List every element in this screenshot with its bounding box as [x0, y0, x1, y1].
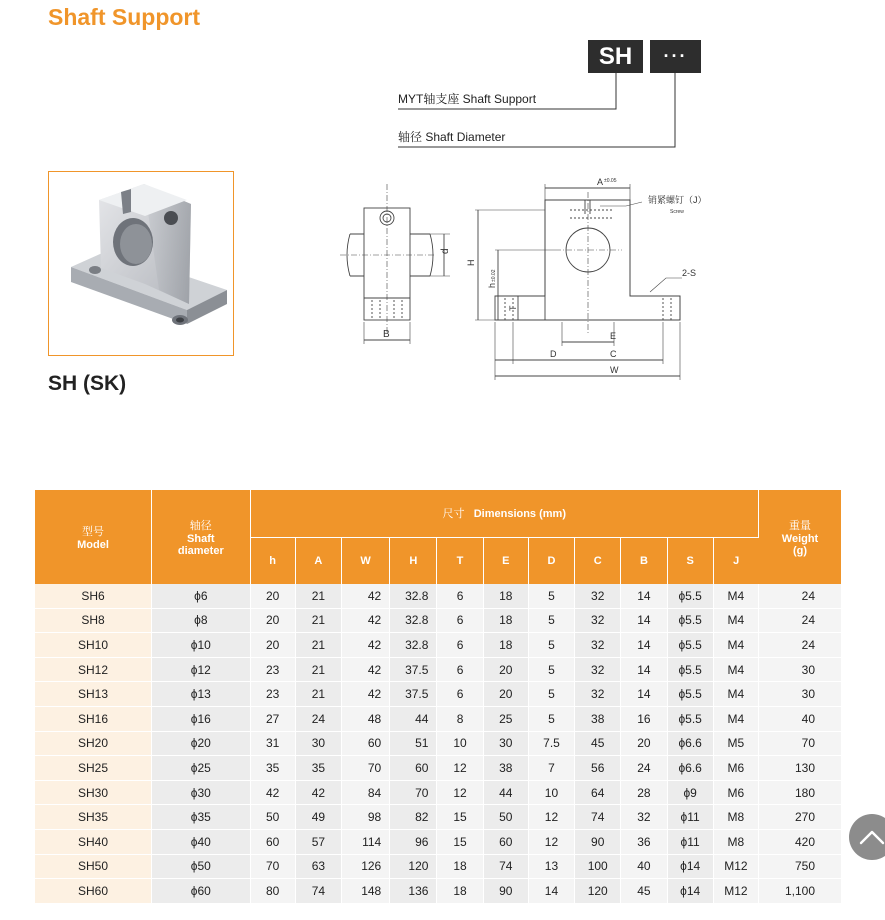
- code-prefix-box: SH: [588, 40, 643, 73]
- cell-dimension: 60: [341, 731, 389, 756]
- cell-dimension: M8: [713, 805, 758, 830]
- cell-dimension: 70: [390, 780, 437, 805]
- cell-dimension: 60: [483, 829, 528, 854]
- cell-dimension: M12: [713, 879, 758, 904]
- cell-weight: 1,100: [759, 879, 842, 904]
- table-row: [35, 682, 841, 707]
- cell-dimension: 21: [295, 682, 341, 707]
- dim-label-W: W: [610, 365, 619, 375]
- cell-dimension: 100: [575, 854, 621, 879]
- cell-dimension: ϕ5.5: [667, 608, 713, 633]
- cell-dimension: 30: [483, 731, 528, 756]
- cell-dimension: 5: [528, 633, 574, 658]
- cell-dimension: 38: [575, 706, 621, 731]
- dim-label-D: D: [550, 349, 557, 359]
- cell-dimension: 45: [575, 731, 621, 756]
- cell-dimension: 20: [483, 682, 528, 707]
- cell-dimension: 60: [390, 756, 437, 781]
- cell-shaft: ϕ12: [152, 657, 250, 682]
- cell-dimension: 20: [621, 731, 667, 756]
- dim-label-d: d: [440, 248, 451, 254]
- cell-dimension: 35: [295, 756, 341, 781]
- chevron-up-icon: [859, 829, 885, 845]
- col-header-dim: T: [437, 537, 483, 584]
- cell-dimension: 42: [341, 682, 389, 707]
- col-header-dim: E: [483, 537, 528, 584]
- cell-dimension: 44: [390, 706, 437, 731]
- cell-dimension: 120: [390, 854, 437, 879]
- cell-dimension: 35: [250, 756, 295, 781]
- cell-dimension: 18: [437, 879, 483, 904]
- cell-dimension: ϕ9: [667, 780, 713, 805]
- cell-dimension: 57: [295, 829, 341, 854]
- cell-model: SH60: [35, 879, 152, 904]
- dim-label-T: T: [508, 305, 518, 311]
- cell-weight: 180: [759, 780, 842, 805]
- cell-dimension: M8: [713, 829, 758, 854]
- col-header-dim: S: [667, 537, 713, 584]
- table-row: [35, 829, 841, 854]
- cell-model: SH50: [35, 854, 152, 879]
- cell-dimension: 90: [483, 879, 528, 904]
- cell-dimension: 70: [341, 756, 389, 781]
- cell-dimension: 32: [575, 657, 621, 682]
- cell-dimension: ϕ11: [667, 829, 713, 854]
- cell-dimension: 14: [528, 879, 574, 904]
- cell-dimension: ϕ11: [667, 805, 713, 830]
- cell-model: SH30: [35, 780, 152, 805]
- cell-weight: 24: [759, 584, 842, 608]
- cell-dimension: 10: [437, 731, 483, 756]
- cell-dimension: ϕ14: [667, 854, 713, 879]
- cell-dimension: ϕ5.5: [667, 657, 713, 682]
- cell-dimension: 42: [250, 780, 295, 805]
- cell-dimension: 32: [575, 608, 621, 633]
- cell-dimension: 50: [483, 805, 528, 830]
- cell-dimension: 20: [250, 633, 295, 658]
- cell-dimension: M5: [713, 731, 758, 756]
- table-row: [35, 780, 841, 805]
- dim-label-E: E: [610, 331, 617, 341]
- page-title: Shaft Support: [48, 4, 201, 30]
- cell-dimension: 20: [250, 584, 295, 608]
- col-header-dim: h: [250, 537, 295, 584]
- cell-dimension: M4: [713, 608, 758, 633]
- cell-dimension: 5: [528, 682, 574, 707]
- cell-weight: 30: [759, 657, 842, 682]
- cell-dimension: M4: [713, 584, 758, 608]
- col-header-dim: W: [341, 537, 389, 584]
- cell-dimension: 114: [341, 829, 389, 854]
- cell-shaft: ϕ30: [152, 780, 250, 805]
- product-photo: [48, 171, 234, 356]
- model-name: SH (SK): [48, 372, 127, 395]
- cell-dimension: 10: [528, 780, 574, 805]
- dim-label-b: B: [383, 329, 390, 340]
- cell-dimension: 18: [483, 633, 528, 658]
- technical-drawing: [330, 170, 730, 390]
- cell-dimension: 18: [483, 608, 528, 633]
- table-row: [35, 706, 841, 731]
- dim-label-A-tol: ±0.05: [604, 178, 617, 184]
- cell-model: SH10: [35, 633, 152, 658]
- cell-dimension: 63: [295, 854, 341, 879]
- cell-dimension: 120: [575, 879, 621, 904]
- cell-dimension: ϕ5.5: [667, 706, 713, 731]
- cell-dimension: 20: [250, 608, 295, 633]
- cell-dimension: 32.8: [390, 608, 437, 633]
- dim-label-h-tol: ±0.02: [491, 269, 497, 282]
- front-view: [475, 184, 682, 380]
- dim-label-C: C: [610, 349, 617, 359]
- cell-dimension: 48: [341, 706, 389, 731]
- cell-dimension: M4: [713, 633, 758, 658]
- screw-label-cn: 销紧螺钉（J）: [648, 195, 707, 205]
- cell-dimension: 18: [483, 584, 528, 608]
- cell-dimension: 74: [483, 854, 528, 879]
- col-header-weight: 重量 Weight (g): [759, 490, 842, 584]
- cell-dimension: 80: [250, 879, 295, 904]
- cell-dimension: 24: [295, 706, 341, 731]
- table-row: [35, 854, 841, 879]
- cell-shaft: ϕ10: [152, 633, 250, 658]
- cell-shaft: ϕ50: [152, 854, 250, 879]
- col-header-dim: D: [528, 537, 574, 584]
- cell-dimension: 32: [575, 633, 621, 658]
- cell-shaft: ϕ6: [152, 584, 250, 608]
- cell-weight: 420: [759, 829, 842, 854]
- col-header-dim: J: [713, 537, 758, 584]
- cell-dimension: 32.8: [390, 633, 437, 658]
- cell-dimension: 7: [528, 756, 574, 781]
- cell-dimension: 50: [250, 805, 295, 830]
- cell-dimension: 14: [621, 608, 667, 633]
- side-view: [340, 184, 450, 344]
- cell-dimension: 70: [250, 854, 295, 879]
- cell-dimension: 45: [621, 879, 667, 904]
- cell-dimension: 14: [621, 682, 667, 707]
- cell-dimension: 32: [575, 682, 621, 707]
- cell-shaft: ϕ13: [152, 682, 250, 707]
- cell-dimension: 74: [295, 879, 341, 904]
- cell-dimension: 6: [437, 633, 483, 658]
- cell-model: SH20: [35, 731, 152, 756]
- cell-dimension: 21: [295, 633, 341, 658]
- cell-shaft: ϕ8: [152, 608, 250, 633]
- cell-dimension: 23: [250, 657, 295, 682]
- cell-dimension: 5: [528, 608, 574, 633]
- cell-dimension: 64: [575, 780, 621, 805]
- cell-model: SH8: [35, 608, 152, 633]
- cell-dimension: 21: [295, 657, 341, 682]
- cell-dimension: 42: [341, 633, 389, 658]
- cell-dimension: 14: [621, 584, 667, 608]
- cell-dimension: 13: [528, 854, 574, 879]
- cell-dimension: ϕ6.6: [667, 731, 713, 756]
- cell-dimension: 82: [390, 805, 437, 830]
- col-header-dim: C: [575, 537, 621, 584]
- cell-model: SH12: [35, 657, 152, 682]
- cell-dimension: 37.5: [390, 657, 437, 682]
- table-row: [35, 756, 841, 781]
- cell-dimension: 5: [528, 706, 574, 731]
- cell-dimension: 24: [621, 756, 667, 781]
- cell-dimension: 21: [295, 584, 341, 608]
- cell-dimension: 5: [528, 584, 574, 608]
- cell-dimension: 60: [250, 829, 295, 854]
- cell-shaft: ϕ35: [152, 805, 250, 830]
- cell-dimension: 8: [437, 706, 483, 731]
- cell-dimension: 37.5: [390, 682, 437, 707]
- cell-model: SH6: [35, 584, 152, 608]
- col-header-model: 型号 Model: [35, 490, 152, 584]
- cell-dimension: 6: [437, 657, 483, 682]
- cell-dimension: M4: [713, 706, 758, 731]
- screw-label-en: Screw: [670, 209, 684, 215]
- cell-weight: 40: [759, 706, 842, 731]
- cell-dimension: 27: [250, 706, 295, 731]
- cell-dimension: M4: [713, 657, 758, 682]
- cell-dimension: 20: [483, 657, 528, 682]
- cell-dimension: M12: [713, 854, 758, 879]
- table-row: [35, 657, 841, 682]
- cell-dimension: 32: [621, 805, 667, 830]
- cell-dimension: ϕ5.5: [667, 682, 713, 707]
- cell-dimension: 56: [575, 756, 621, 781]
- cell-model: SH16: [35, 706, 152, 731]
- cell-shaft: ϕ60: [152, 879, 250, 904]
- cell-weight: 30: [759, 682, 842, 707]
- cell-dimension: 31: [250, 731, 295, 756]
- cell-model: SH40: [35, 829, 152, 854]
- cell-dimension: 42: [341, 584, 389, 608]
- col-header-dim: H: [390, 537, 437, 584]
- cell-dimension: 90: [575, 829, 621, 854]
- cell-dimension: 6: [437, 608, 483, 633]
- scroll-top-button[interactable]: [849, 814, 885, 860]
- cell-dimension: 16: [621, 706, 667, 731]
- table-row: [35, 608, 841, 633]
- dim-label-h: h: [487, 282, 497, 288]
- cell-model: SH13: [35, 682, 152, 707]
- cell-dimension: 44: [483, 780, 528, 805]
- cell-dimension: 25: [483, 706, 528, 731]
- cell-dimension: M4: [713, 682, 758, 707]
- cell-dimension: 38: [483, 756, 528, 781]
- col-header-dim: B: [621, 537, 667, 584]
- col-header-dimensions: 尺寸 Dimensions (mm): [250, 490, 758, 537]
- cell-dimension: 15: [437, 829, 483, 854]
- cell-dimension: ϕ6.6: [667, 756, 713, 781]
- cell-model: SH35: [35, 805, 152, 830]
- cell-dimension: 6: [437, 682, 483, 707]
- cell-dimension: 21: [295, 608, 341, 633]
- cell-dimension: 42: [295, 780, 341, 805]
- cell-dimension: 5: [528, 657, 574, 682]
- table-row: [35, 633, 841, 658]
- cell-dimension: 136: [390, 879, 437, 904]
- cell-dimension: 42: [341, 657, 389, 682]
- cell-dimension: 126: [341, 854, 389, 879]
- cell-dimension: 51: [390, 731, 437, 756]
- cell-dimension: M6: [713, 756, 758, 781]
- cell-dimension: 32: [575, 584, 621, 608]
- cell-dimension: 30: [295, 731, 341, 756]
- cell-dimension: ϕ14: [667, 879, 713, 904]
- cell-dimension: 96: [390, 829, 437, 854]
- col-header-shaft: 轴径 Shaft diameter: [152, 490, 250, 584]
- cell-dimension: 23: [250, 682, 295, 707]
- cell-weight: 130: [759, 756, 842, 781]
- spec-table: [35, 490, 841, 904]
- cell-model: SH25: [35, 756, 152, 781]
- cell-dimension: 74: [575, 805, 621, 830]
- cell-dimension: ϕ5.5: [667, 633, 713, 658]
- cell-dimension: 14: [621, 633, 667, 658]
- cell-dimension: 12: [437, 756, 483, 781]
- table-row: [35, 584, 841, 608]
- table-row: [35, 805, 841, 830]
- cell-dimension: 7.5: [528, 731, 574, 756]
- cell-weight: 24: [759, 608, 842, 633]
- table-row: [35, 731, 841, 756]
- cell-weight: 750: [759, 854, 842, 879]
- table-row: [35, 879, 841, 904]
- cell-dimension: 14: [621, 657, 667, 682]
- cell-dimension: 12: [528, 829, 574, 854]
- cell-dimension: 12: [528, 805, 574, 830]
- code-suffix-box: ···: [650, 40, 701, 73]
- dim-label-H: H: [466, 259, 476, 266]
- cell-dimension: 98: [341, 805, 389, 830]
- dim-label-2s: 2-S: [682, 268, 697, 278]
- cell-shaft: ϕ40: [152, 829, 250, 854]
- cell-dimension: 28: [621, 780, 667, 805]
- cell-dimension: 40: [621, 854, 667, 879]
- cell-weight: 70: [759, 731, 842, 756]
- cell-dimension: 148: [341, 879, 389, 904]
- code-label-type: MYT轴支座 Shaft Support: [398, 92, 537, 106]
- cell-dimension: 49: [295, 805, 341, 830]
- cell-weight: 24: [759, 633, 842, 658]
- cell-dimension: ϕ5.5: [667, 584, 713, 608]
- cell-dimension: 6: [437, 584, 483, 608]
- cell-dimension: 36: [621, 829, 667, 854]
- cell-shaft: ϕ20: [152, 731, 250, 756]
- cell-dimension: 15: [437, 805, 483, 830]
- cell-shaft: ϕ25: [152, 756, 250, 781]
- cell-dimension: 12: [437, 780, 483, 805]
- cell-shaft: ϕ16: [152, 706, 250, 731]
- cell-dimension: 18: [437, 854, 483, 879]
- cell-dimension: 42: [341, 608, 389, 633]
- col-header-dim: A: [295, 537, 341, 584]
- cell-dimension: M6: [713, 780, 758, 805]
- code-label-diameter: 轴径 Shaft Diameter: [398, 130, 506, 144]
- cell-dimension: 84: [341, 780, 389, 805]
- cell-weight: 270: [759, 805, 842, 830]
- cell-dimension: 32.8: [390, 584, 437, 608]
- dim-label-A: A: [597, 177, 604, 187]
